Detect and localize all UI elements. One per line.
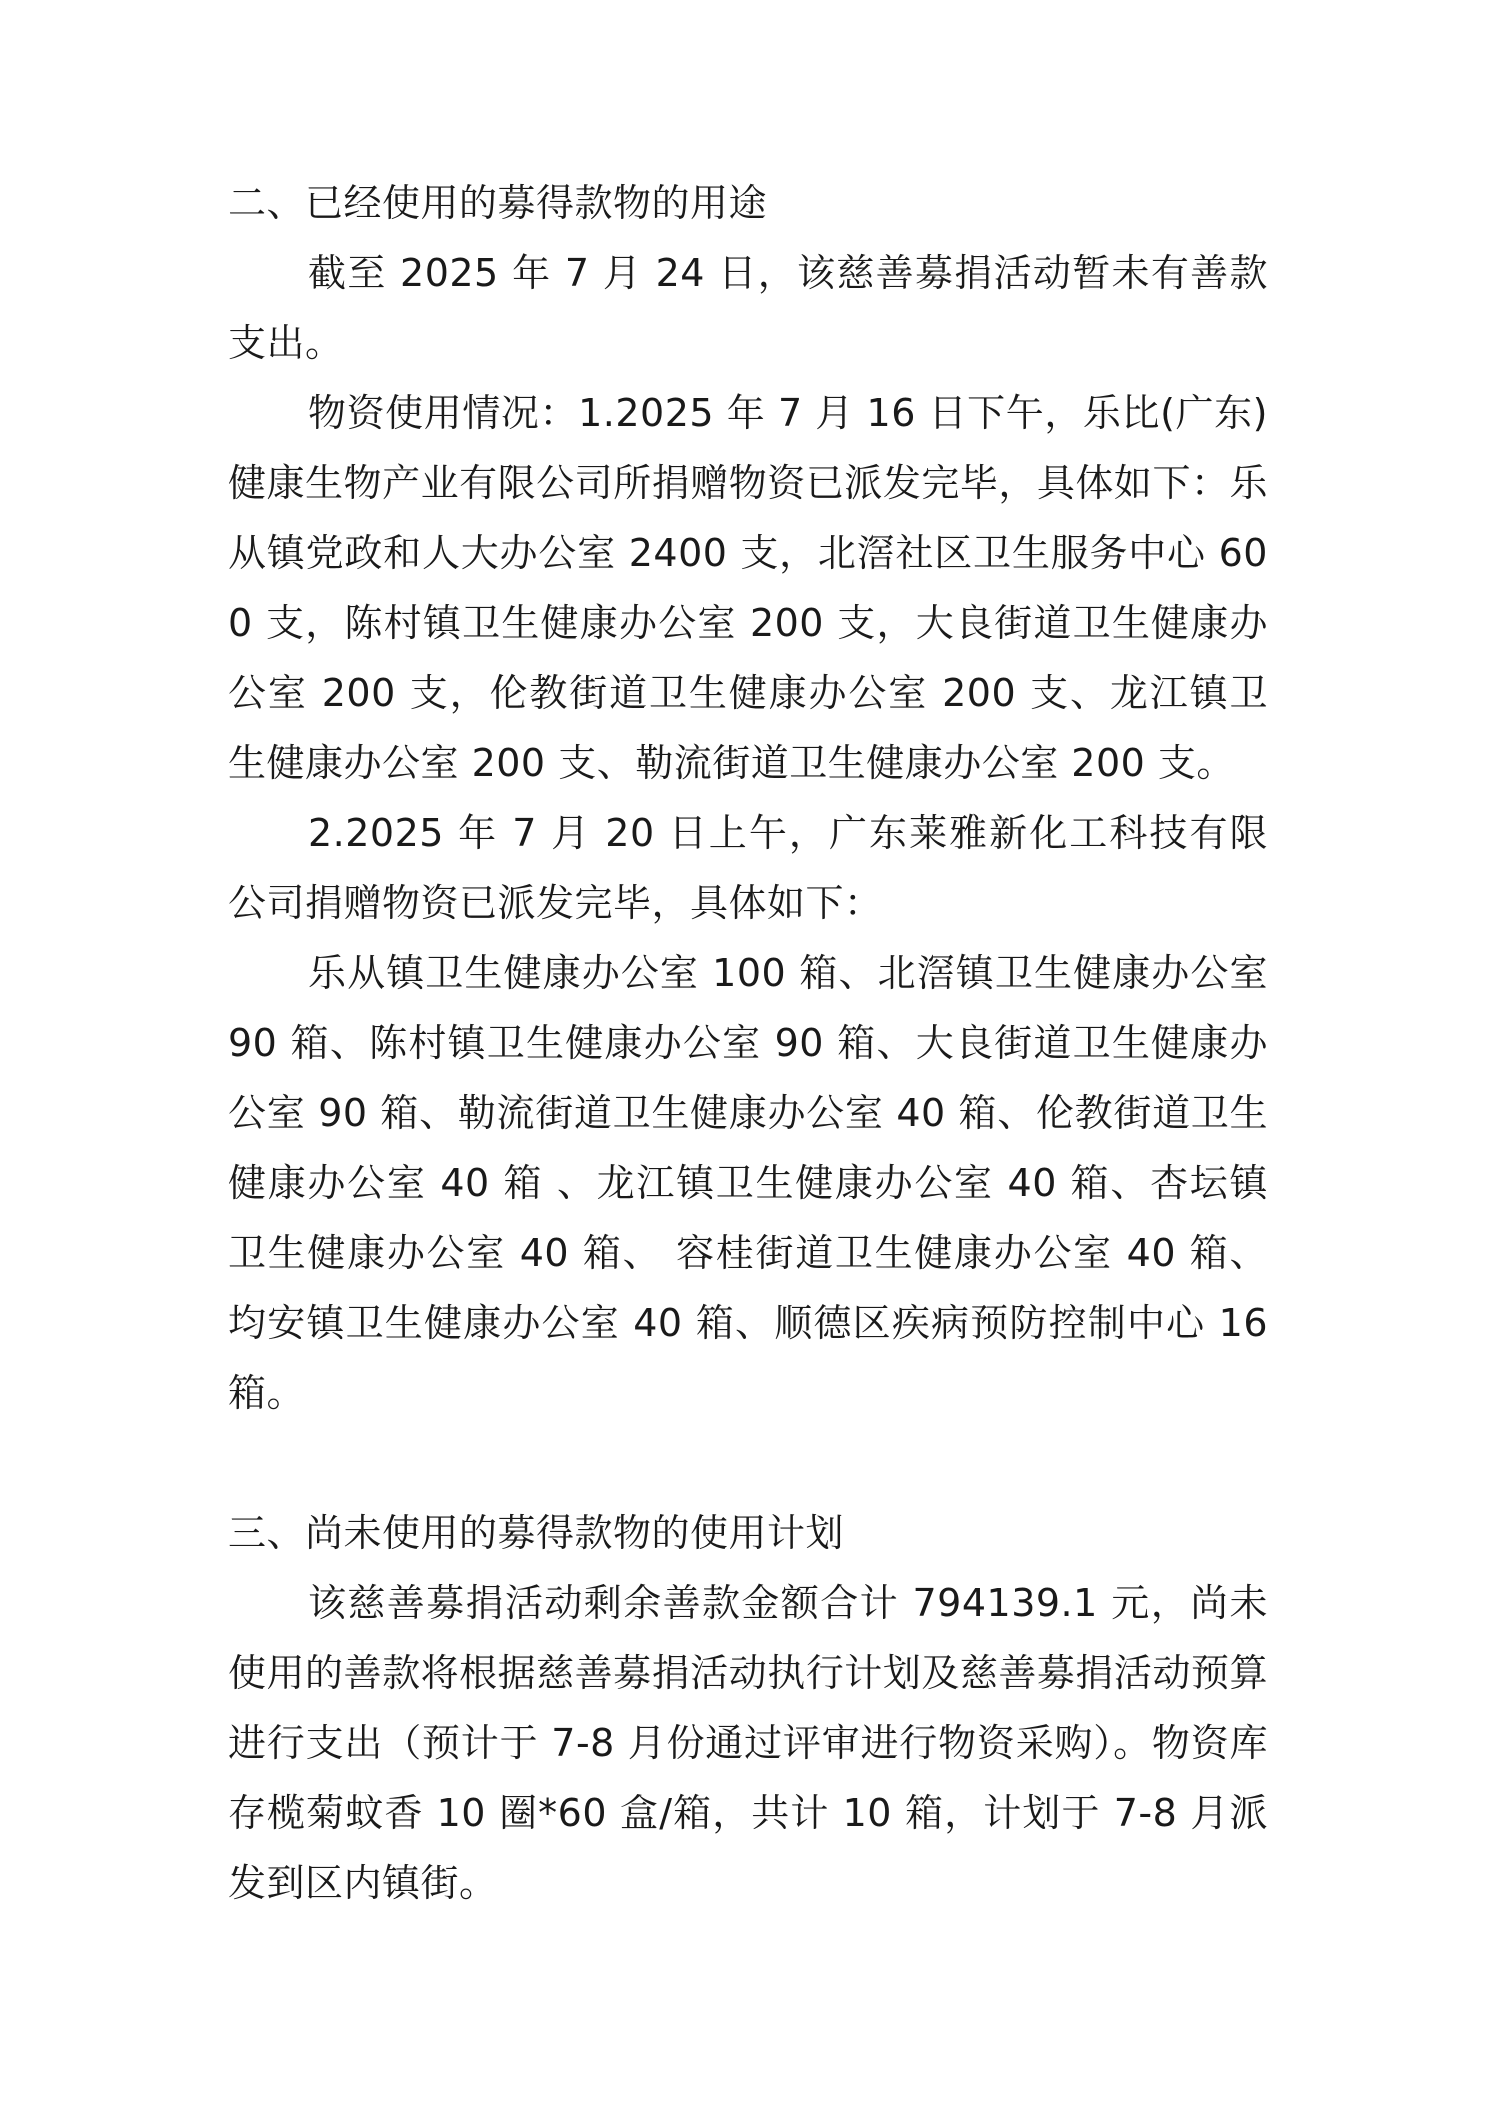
- section-2-heading: 二、已经使用的募得款物的用途: [228, 181, 768, 225]
- section-3-paragraph-1: 该慈善募捐活动剩余善款金额合计 794139.1 元，尚未使用的善款将根据慈善募捐活动执行计划及慈善募捐活动预算进行支出（预计于 7-8 月份通过评审进行物资采购）。物资库存榄菊蚊香 10 圈*60 盒/箱，共计 10 箱，计划于 7-8 月派发到区内镇街。: [228, 1581, 1268, 1905]
- section-2-paragraph-3: 2.2025 年 7 月 20 日上午，广东莱雅新化工科技有限公司捐赠物资已派发完毕，具体如下：: [228, 811, 1268, 925]
- section-2-paragraph-1: 截至 2025 年 7 月 24 日，该慈善募捐活动暂未有善款支出。: [228, 251, 1268, 365]
- section-2-paragraph-2: 物资使用情况：1.2025 年 7 月 16 日下午，乐比(广东)健康生物产业有限公司所捐赠物资已派发完毕，具体如下：乐从镇党政和人大办公室 2400 支，北滘社区卫生服务中心 600 支，陈村镇卫生健康办公室 200 支，大良街道卫生健康办公室 200 支，伦教街道卫生健康办公室 200 支、龙江镇卫生健康办公室 200 支、勒流街道卫生健康办公室 200 支。: [228, 391, 1268, 785]
- section-3-heading: 三、尚未使用的募得款物的使用计划: [228, 1511, 845, 1555]
- section-2-paragraph-4: 乐从镇卫生健康办公室 100 箱、北滘镇卫生健康办公室 90 箱、陈村镇卫生健康办公室 90 箱、大良街道卫生健康办公室 90 箱、勒流街道卫生健康办公室 40 箱、伦教街道卫生健康办公室 40 箱 、龙江镇卫生健康办公室 40 箱、杏坛镇卫生健康办公室 40 箱、 容桂街道卫生健康办公室 40 箱、均安镇卫生健康办公室 40 箱、顺德区疾病预防控制中心 16 箱。: [228, 951, 1268, 1415]
